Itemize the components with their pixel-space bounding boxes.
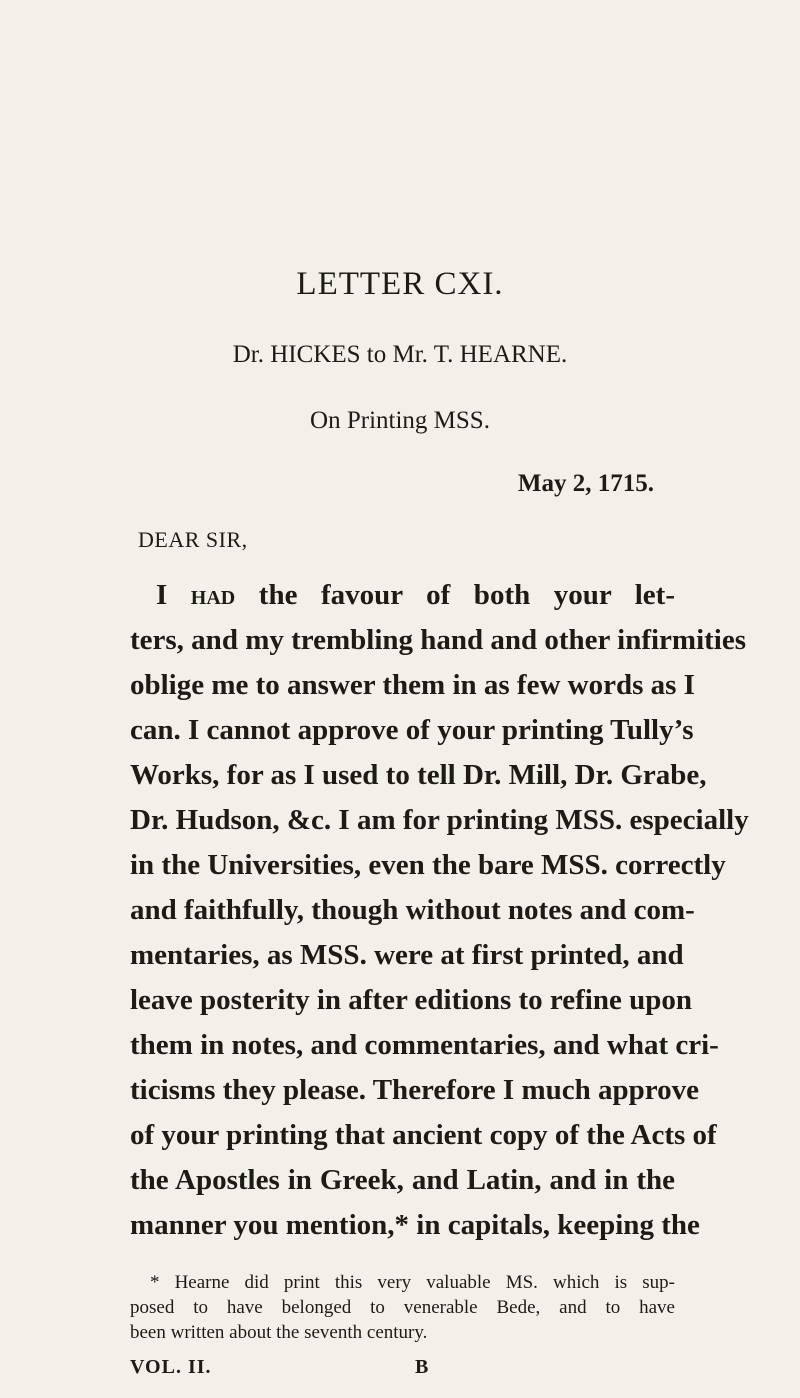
body-line: mentaries, as MSS. were at first printed, and [130,939,684,971]
body-line: leave posterity in after editions to refine upon [130,984,692,1016]
footnote-line: posed to have belonged to venerable Bede, and to have [130,1297,675,1318]
body-line: can. I cannot approve of your printing Tully’s [130,714,694,746]
body-line: manner you mention,* in capitals, keeping the [130,1209,700,1241]
body-line: of your printing that ancient copy of the Acts of [130,1119,717,1151]
letter-title: LETTER CXI. [296,266,504,302]
body-line-text: the favour of both your let- [235,579,675,611]
body-line: and faithfully, though without notes and com- [130,894,695,926]
letter-subject: On Printing MSS. [310,407,490,434]
footnote [130,1270,675,1345]
letter-date: May 2, 1715. [517,470,654,497]
letter-body [130,573,749,1248]
signature-mark: B [415,1356,429,1378]
body-line: ticisms they please. Therefore I much approve [130,1074,699,1106]
body-line: in the Universities, even the bare MSS. correctly [130,849,726,881]
footnote-line: been written about the seventh century. [130,1322,428,1343]
body-line: oblige me to answer them in as few words as I [130,669,695,701]
body-line [130,573,675,618]
body-line: the Apostles in Greek, and Latin, and in the [130,1164,675,1196]
body-line: Works, for as I used to tell Dr. Mill, Dr. Grabe, [130,759,707,791]
body-line: Dr. Hudson, &c. I am for printing MSS. especially [130,804,749,836]
body-line: them in notes, and commentaries, and what cri- [130,1029,719,1061]
footnote-line: * Hearne did print this very valuable MS. which is sup- [150,1272,675,1293]
opening-smallcaps: I had [156,579,236,611]
salutation: DEAR SIR, [138,527,248,552]
letter-correspondents: Dr. HICKES to Mr. T. HEARNE. [232,341,568,368]
volume-signature: VOL. II. [130,1356,212,1378]
body-line: ters, and my trembling hand and other infirmities [130,624,747,656]
